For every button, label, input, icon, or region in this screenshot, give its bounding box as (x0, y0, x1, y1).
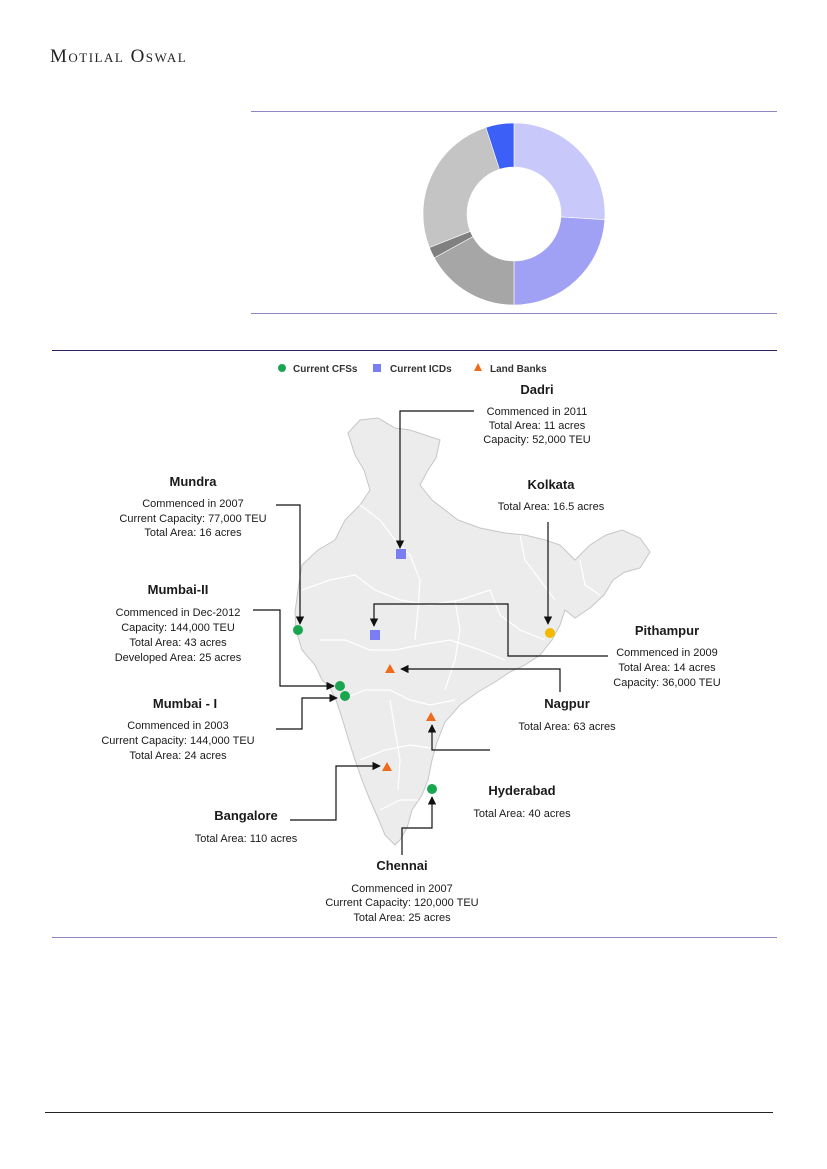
dadri-line: Capacity: 52,000 TEU (483, 434, 591, 446)
kolkata-name: Kolkata (527, 477, 575, 492)
footer-rule (45, 1112, 773, 1113)
chennai-name: Chennai (376, 858, 428, 873)
brand-logo: Motilal Oswal (50, 46, 188, 67)
donut-slice (423, 127, 499, 247)
mumbai1-connector (276, 698, 337, 729)
mumbai2-cfs-marker (335, 681, 345, 691)
legend-landbank-label: Land Banks (490, 364, 547, 375)
kolkata-marker (545, 628, 555, 638)
chennai-line: Total Area: 25 acres (353, 912, 451, 924)
bangalore-name: Bangalore (214, 808, 278, 823)
pithampur-line: Total Area: 14 acres (618, 662, 716, 674)
mundra-line: Commenced in 2007 (142, 498, 244, 510)
map-legend (278, 363, 547, 375)
dadri-line: Commenced in 2011 (486, 406, 588, 418)
mumbai1-line: Commenced in 2003 (127, 720, 229, 732)
mumbai2-line: Developed Area: 25 acres (114, 652, 242, 664)
pithampur-line: Commenced in 2009 (616, 647, 718, 659)
chennai-cfs-marker (427, 784, 437, 794)
kolkata-line: Total Area: 16.5 acres (497, 501, 605, 513)
mundra-cfs-marker (293, 625, 303, 635)
pithampur-line: Capacity: 36,000 TEU (613, 677, 721, 689)
bangalore-line: Total Area: 110 acres (194, 833, 298, 845)
dadri-icd-marker (396, 549, 406, 559)
legend-landbank-marker (474, 363, 482, 371)
dadri-name: Dadri (520, 382, 554, 397)
legend-cfs-marker (278, 364, 286, 372)
mumbai2-line: Total Area: 43 acres (129, 637, 227, 649)
hyderabad-name: Hyderabad (488, 783, 556, 798)
donut-slice (514, 123, 605, 220)
india-map-outline (295, 418, 650, 845)
legend-cfs-label: Current CFSs (293, 364, 358, 375)
nagpur-name: Nagpur (544, 696, 590, 711)
india-map-figure (0, 355, 827, 935)
chennai-line: Current Capacity: 120,000 TEU (325, 897, 479, 909)
pithampur-name: Pithampur (634, 623, 700, 638)
pithampur-icd-marker (370, 630, 380, 640)
dadri-line: Total Area: 11 acres (488, 420, 586, 432)
mundra-line: Total Area: 16 acres (144, 527, 242, 539)
map-bottom-rule (52, 937, 777, 938)
mumbai1-line: Current Capacity: 144,000 TEU (101, 735, 255, 747)
mumbai2-line: Commenced in Dec-2012 (115, 607, 241, 619)
mundra-line: Current Capacity: 77,000 TEU (119, 513, 267, 525)
hyderabad-line: Total Area: 40 acres (473, 808, 571, 820)
nagpur-line: Total Area: 63 acres (518, 721, 616, 733)
chennai-line: Commenced in 2007 (351, 883, 453, 895)
donut-slices (423, 123, 605, 305)
map-top-rule (52, 350, 777, 351)
donut-slice (514, 217, 605, 305)
donut-chart (0, 0, 827, 330)
mumbai1-name: Mumbai - I (152, 696, 218, 711)
legend-icd-marker (373, 364, 381, 372)
mumbai1-cfs-marker (340, 691, 350, 701)
mumbai2-name: Mumbai-II (147, 582, 209, 597)
mumbai1-line: Total Area: 24 acres (129, 750, 227, 762)
mumbai2-line: Capacity: 144,000 TEU (121, 622, 235, 634)
legend-icd-label: Current ICDs (390, 364, 452, 375)
mundra-name: Mundra (169, 474, 217, 489)
